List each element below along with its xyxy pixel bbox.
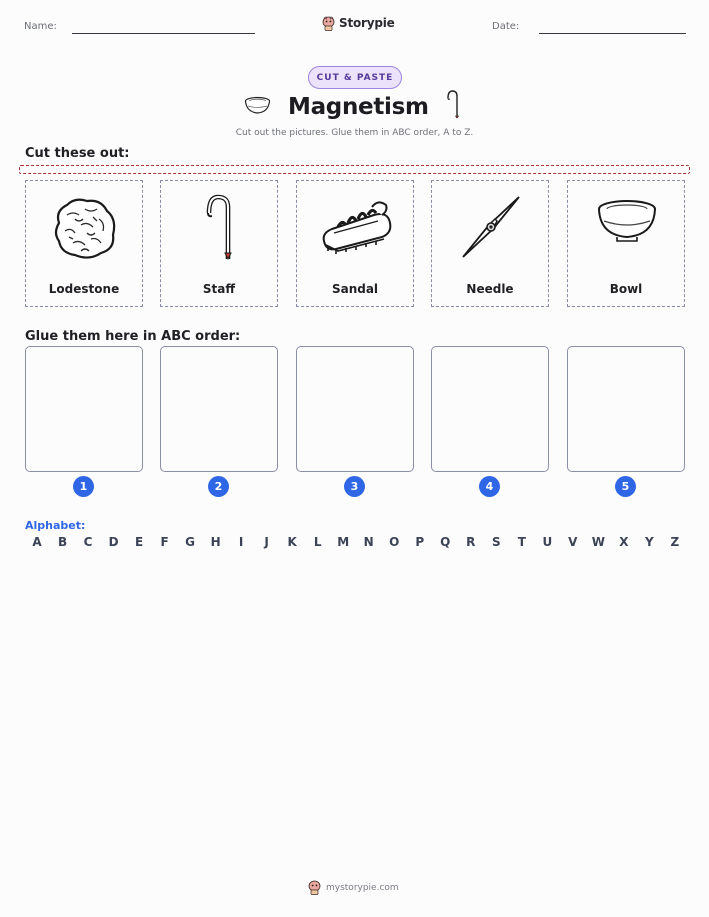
cut-card-sandal[interactable] (296, 180, 414, 307)
footer (308, 880, 399, 895)
alphabet-letter: G (185, 535, 196, 549)
alphabet-letter: U (542, 535, 553, 549)
number-badge: 4 (479, 476, 500, 497)
cut-line (19, 165, 690, 174)
date-field-line[interactable] (539, 33, 686, 34)
number-badge: 1 (73, 476, 94, 497)
alphabet-letter: H (210, 535, 221, 549)
name-field-line[interactable] (72, 33, 255, 34)
card-label: Bowl (609, 282, 643, 296)
alphabet-letter: N (363, 535, 374, 549)
cut-card-needle[interactable] (431, 180, 549, 307)
alphabet-letter: D (108, 535, 119, 549)
glue-box-2[interactable] (160, 346, 278, 472)
mascot-icon (322, 16, 335, 31)
alphabet-letter: F (160, 535, 169, 549)
cut-card-staff[interactable] (160, 180, 278, 307)
activity-type-pill: CUT & PASTE (308, 66, 402, 89)
glue-section-heading: Glue them here in ABC order: (25, 329, 241, 344)
alphabet-letter: Q (440, 535, 451, 549)
bowl-icon (243, 96, 272, 116)
date-label: Date: (492, 21, 520, 32)
card-label: Staff (202, 282, 236, 296)
alphabet-letter: Z (670, 535, 680, 549)
cut-card-lodestone[interactable] (25, 180, 143, 307)
alphabet-letter: L (313, 535, 322, 549)
glue-box-4[interactable] (431, 346, 549, 472)
alphabet-letter: J (264, 535, 269, 549)
alphabet-letter: O (389, 535, 400, 549)
staff-icon (180, 189, 260, 269)
mascot-icon (308, 880, 321, 895)
bowl-icon (587, 189, 667, 269)
glue-box-3[interactable] (296, 346, 414, 472)
glue-box-1[interactable] (25, 346, 143, 472)
instructions: Cut out the pictures. Glue them in ABC order, A to Z. (235, 128, 474, 138)
alphabet-letter: V (568, 535, 578, 549)
alphabet-letter: W (591, 535, 605, 549)
alphabet-letter: K (287, 535, 297, 549)
staff-icon (445, 89, 460, 121)
alphabet-letter: S (491, 535, 501, 549)
cut-section-heading: Cut these out: (25, 146, 130, 161)
brand-name: Storypie (339, 16, 395, 30)
alphabet-heading: Alphabet: (25, 519, 86, 532)
alphabet-letter: A (32, 535, 42, 549)
footer-url[interactable]: mystorypie.com (326, 882, 399, 893)
alphabet-letter: I (238, 535, 244, 549)
page-title: Magnetism (288, 94, 429, 120)
name-label: Name: (24, 21, 57, 32)
alphabet-letter: M (337, 535, 350, 549)
card-label: Needle (466, 282, 514, 296)
alphabet-letter: C (83, 535, 93, 549)
card-label: Lodestone (48, 282, 120, 296)
alphabet-letter: R (466, 535, 476, 549)
alphabet-letter: X (619, 535, 629, 549)
card-label: Sandal (331, 282, 379, 296)
alphabet-letter: E (134, 535, 144, 549)
alphabet-letter: T (517, 535, 526, 549)
number-badge: 5 (615, 476, 636, 497)
alphabet-letter: P (415, 535, 425, 549)
lodestone-icon (45, 189, 125, 269)
number-badge: 2 (208, 476, 229, 497)
alphabet-letter: B (57, 535, 68, 549)
brand-logo (322, 13, 395, 33)
sandal-icon (316, 189, 396, 269)
number-badge: 3 (344, 476, 365, 497)
alphabet-letter: Y (645, 535, 654, 549)
glue-box-5[interactable] (567, 346, 685, 472)
needle-icon (451, 189, 531, 269)
alphabet-row (27, 533, 685, 551)
cut-card-bowl[interactable] (567, 180, 685, 307)
